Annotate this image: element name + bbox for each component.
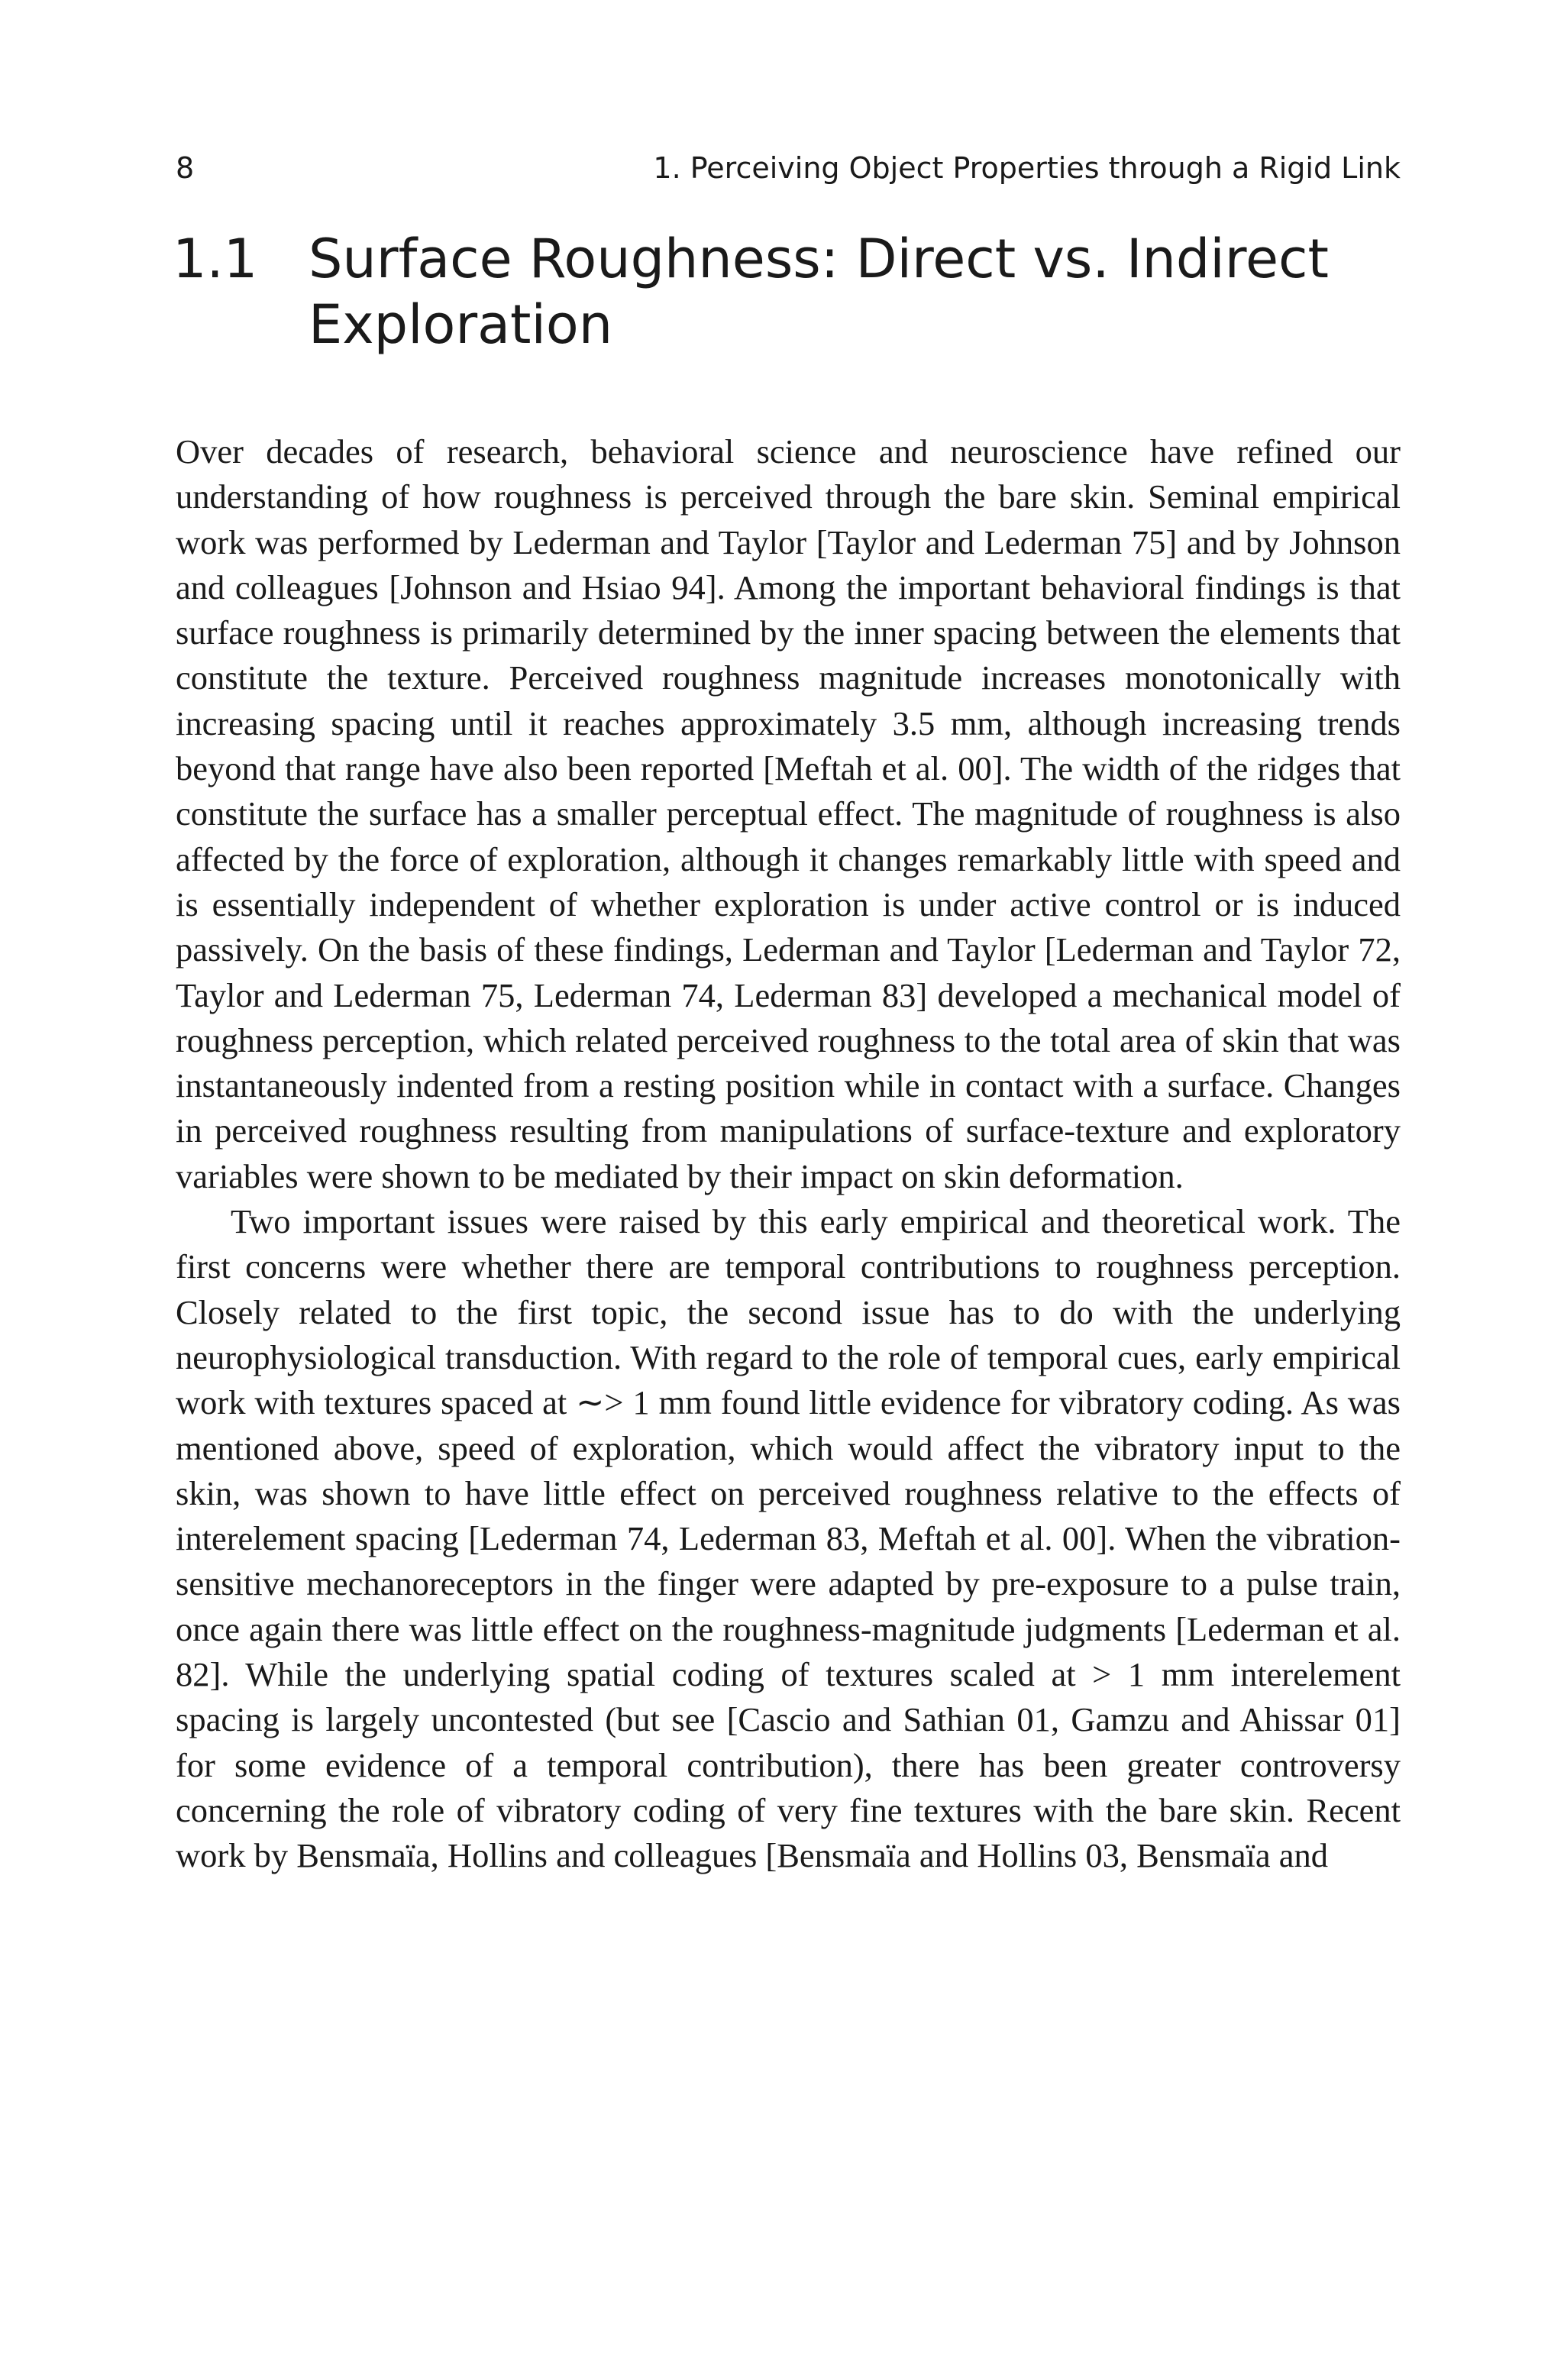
section-title: Surface Roughness: Direct vs. Indirect Exploration — [309, 228, 1329, 356]
page-number: 8 — [176, 151, 195, 185]
running-header — [176, 150, 1401, 186]
running-title: 1. Perceiving Object Properties through a Rigid Link — [653, 151, 1401, 185]
paragraph-2: Two important issues were raised by this early empirical and theoretical work. The first concerns were whether there are temporal contributions to roughness perception. Closely related to the first topic, the second issue has to do with the underlying neurophysiological transduction. With regard to the role of temporal cues, early empirical work with textures spaced at ∼> 1 mm found little evidence for vibratory coding. As was mentioned above, speed of exploration, which would affect the vibratory input to the skin, was shown to have little effect on perceived roughness relative to the effects of interelement spacing [Lederman 74, Lederman 83, Meftah et al. 00]. When the vibration-sensitive mechanoreceptors in the finger were adapted by pre-exposure to a pulse train, once again there was little effect on the roughness-magnitude judgments [Lederman et al. 82]. While the underlying spatial coding of textures scaled at > 1 mm interelement spacing is largely uncontested (but see [Cascio and Sathian 01, Gamzu and Ahissar 01] for some evidence of a temporal contribution), there has been greater controversy concerning the role of vibratory coding of very fine textures with the bare skin. Recent work by Bensmaïa, Hollins and colleagues [Bensmaïa and Hollins 03, Bensmaïa and — [176, 1202, 1401, 1875]
body-text — [176, 429, 1401, 1879]
section-number: 1.1 — [173, 228, 258, 290]
paragraph-1: Over decades of research, behavioral science and neuroscience have refined our understanding of how roughness is perceived through the bare skin. Seminal empirical work was performed by Lederman and Taylor [Taylor and Lederman 75] and by Johnson and colleagues [Johnson and Hsiao 94]. Among the important behavioral findings is that surface roughness is primarily determined by the inner spacing between the elements that constitute the texture. Perceived roughness magnitude increases monotonically with increasing spacing until it reaches approximately 3.5 mm, although increasing trends beyond that range have also been reported [Meftah et al. 00]. The width of the ridges that constitute the surface has a smaller perceptual effect. The magnitude of roughness is also affected by the force of exploration, although it changes remarkably little with speed and is essentially independent of whether exploration is under active control or is induced passively. On the basis of these findings, Lederman and Taylor [Lederman and Taylor 72, Taylor and Lederman 75, Lederman 74, Lederman 83] developed a mechanical model of roughness perception, which related perceived roughness to the total area of skin that was instantaneously indented from a resting position while in contact with a surface. Changes in perceived roughness resulting from manipulations of surface-texture and exploratory variables were shown to be mediated by their impact on skin deformation. — [176, 432, 1401, 1195]
